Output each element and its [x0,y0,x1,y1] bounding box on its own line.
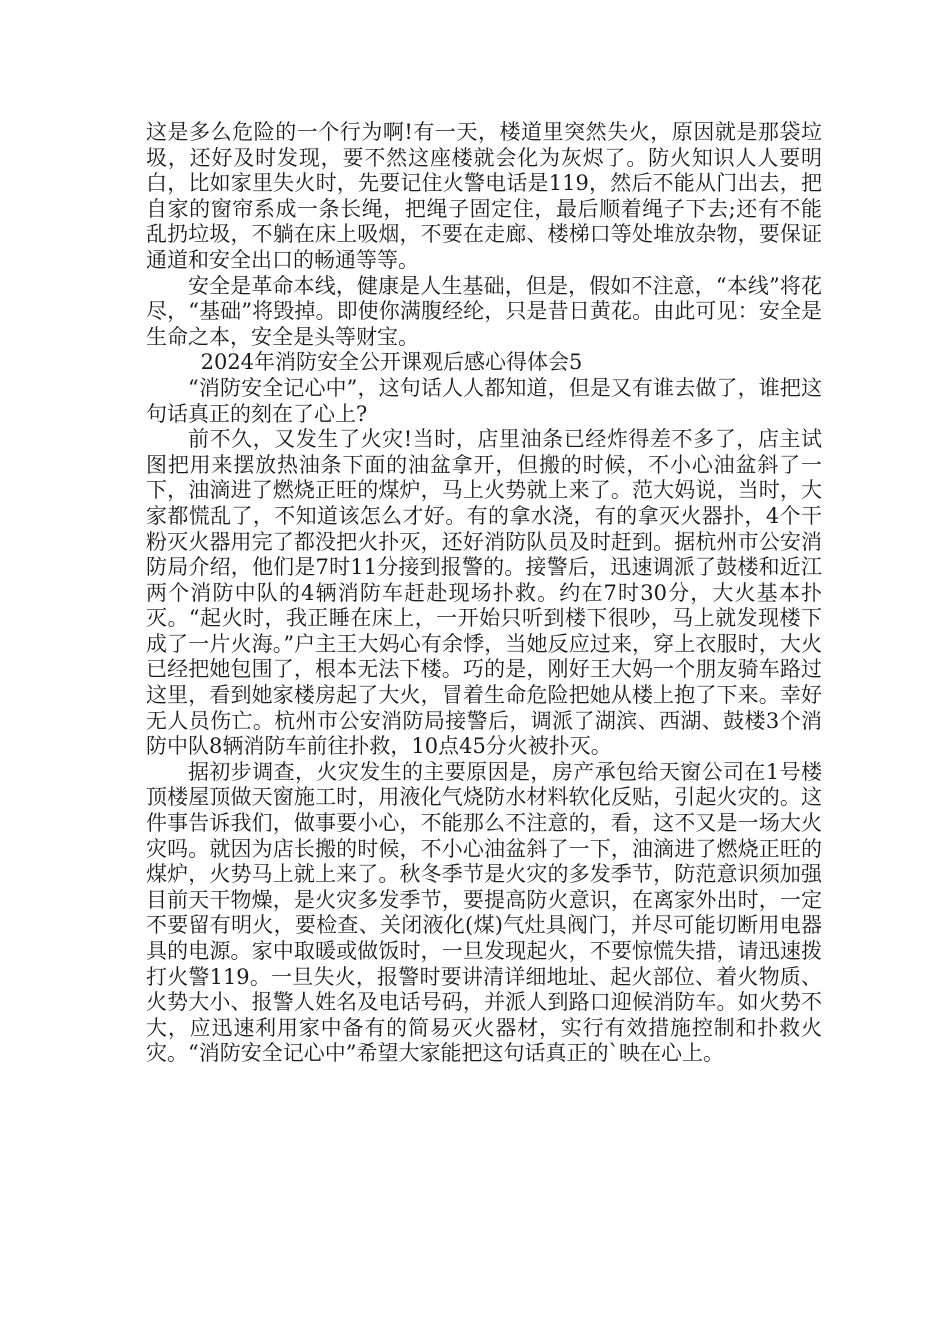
paragraph-safety-foundation: 安全是革命本线，健康是人生基础，但是，假如不注意，“本线”将花尽，“基础”将毁掉。即使你满腹经纶，只是昔日黄花。由此可见：安全是生命之本，安全是头等财宝。 [146,273,822,349]
paragraph-remember-fire-safety: “消防安全记心中”，这句话人人都知道，但是又有谁去做了，谁把这句话真正的刻在了心上? [146,375,822,426]
document-body [146,120,822,1067]
paragraph-investigation-advice: 据初步调查，火灾发生的主要原因是，房产承包给天窗公司在1号楼顶楼屋顶做天窗施工时，用液化气烧防水材料软化反贴，引起火灾的。这件事告诉我们，做事要小心，不能那么不注意的，看，这不又是一场大火灾吗。就因为店长搬的时候，不小心油盆斜了一下，油滴进了燃烧正旺的煤炉，火势马上就上来了。秋冬季节是火灾的多发季节，防范意识须加强目前天干物燥，是火灾多发季节，要提高防火意识，在离家外出时，一定不要留有明火，要检查、关闭液化(煤)气灶具阀门，并尽可能切断用电器具的电源。家中取暖或做饭时，一旦发现起火，不要惊慌失措，请迅速拨打火警119。一旦失火，报警时要讲清详细地址、起火部位、着火物质、火势大小、报警人姓名及电话号码，并派人到路口迎候消防车。如火势不大，应迅速利用家中备有的简易灭火器材，实行有效措施控制和扑救火灾。“消防安全记心中”希望大家能把这句话真正的`映在心上。 [146,759,822,1066]
paragraph-fire-incident: 前不久，又发生了火灾!当时，店里油条已经炸得差不多了，店主试图把用来摆放热油条下面的油盆拿开，但搬的时候，不小心油盆斜了一下，油滴进了燃烧正旺的煤炉，马上火势就上来了。范大妈说，当时，大家都慌乱了，不知道该怎么才好。有的拿水浇，有的拿灭火器扑，4个干粉灭火器用完了都没把火扑灭，还好消防队员及时赶到。据杭州市公安消防局介绍，他们是7时11分接到报警的。接警后，迅速调派了鼓楼和近江两个消防中队的4辆消防车赶赴现场扑救。约在7时30分，大火基本扑灭。“起火时，我正睡在床上，一开始只听到楼下很吵，马上就发现楼下成了一片火海。”户主王大妈心有余悸，当她反应过来，穿上衣服时，大火已经把她包围了，根本无法下楼。巧的是，刚好王大妈一个朋友骑车路过这里，看到她家楼房起了大火，冒着生命危险把她从楼上抱了下来。幸好无人员伤亡。杭州市公安消防局接警后，调派了湖滨、西湖、鼓楼3个消防中队8辆消防车前往扑救，10点45分火被扑灭。 [146,427,822,759]
paragraph-fire-safety-knowledge: 这是多么危险的一个行为啊!有一天，楼道里突然失火，原因就是那袋垃圾，还好及时发现，要不然这座楼就会化为灰烬了。防火知识人人要明白，比如家里失火时，先要记住火警电话是119，然后不能从门出去，把自家的窗帘系成一条长绳，把绳子固定住，最后顺着绳子下去;还有不能乱扔垃圾，不躺在床上吸烟，不要在走廊、楼梯口等处堆放杂物，要保证通道和安全出口的畅通等等。 [146,120,822,272]
section-heading: 2024年消防安全公开课观后感心得体会5 [200,350,583,375]
